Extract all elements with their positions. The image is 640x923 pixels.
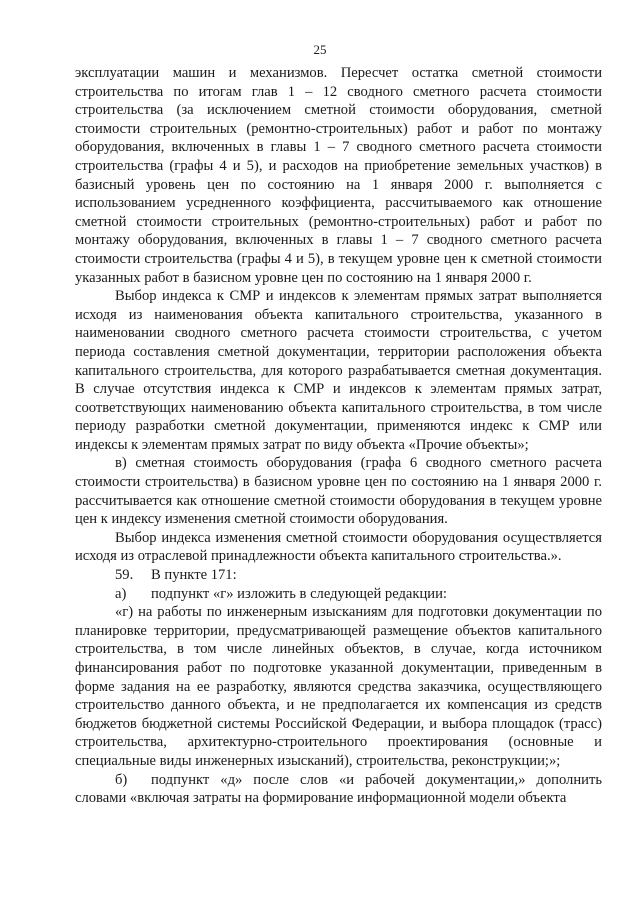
document-body bbox=[75, 64, 602, 808]
item-b-number: б) bbox=[115, 771, 128, 788]
item-59-number: 59. bbox=[115, 567, 134, 584]
item-a-number: а) bbox=[115, 585, 127, 602]
paragraph-equipment-cost: в) сметная стоимость оборудования (графа 6 сводного сметного расчета стоимости строительства) в базисном уровне цен по состоянию на 1 января 2000 г. рассчитывается как отношение сметной стоимости оборудования в текущем уровне цен к индексу изменения сметной стоимости оборудования. bbox=[75, 455, 602, 528]
paragraph-equipment-index: Выбор индекса изменения сметной стоимости оборудования осуществляется исходя из отраслевой принадлежности объекта капитального строительства.». bbox=[75, 529, 602, 565]
page-number: 25 bbox=[313, 42, 327, 57]
paragraph-recalculation: эксплуатации машин и механизмов. Пересчет остатка сметной стоимости строительства по итогам глав 1 – 12 сводного сметного расчета стоимости строительства (за исключением сметной стоимости оборудования, сметной стоимости строительных (ремонтно-строительных) работ и работ по монтажу оборудования, включенных в главы 1 – 7 сводного сметного расчета стоимости строительства (графы 4 и 5), и расходов на приобретение земельных участков) в базисный уровень цен по состоянию на 1 января 2000 г. выполняется с использованием усредненного коэффициента, рассчитываемого как отношение сметной стоимости строительных (ремонтно-строительных) работ и работ по монтажу оборудования, включенных в главы 1 – 7 сводного сметного расчета стоимости строительства (графы 4 и 5), в текущем уровне цен к сметной стоимости указанных работ в базисном уровне цен по состоянию на 1 января 2000 г. bbox=[75, 65, 602, 286]
item-b bbox=[75, 771, 602, 808]
item-b-text: подпункт «д» после слов «и рабочей документации,» дополнить словами «включая затраты на формирование информационной модели объекта bbox=[75, 771, 602, 807]
item-59-text: В пункте 171: bbox=[151, 567, 237, 584]
item-59 bbox=[75, 566, 602, 585]
paragraph-subpoint-g: «г) на работы по инженерным изысканиям для подготовки документации по планировке территории, предусматривающей размещение объектов капитального строительства, в том числе линейных объектов, в случае, когда источником финансирования работ по подготовке указанной документации, приведенным в форме задания на ее разработку, являются средства заказчика, осуществляющего строительство данного объекта, и не предполагается их компенсация из средств бюджетов бюджетной системы Российской Федерации, и выбора площадок (трасс) строительства, архитектурно-строительного проектирования (основные и специальные виды инженерных изысканий), строительства, реконструкции;»; bbox=[75, 604, 602, 769]
item-a-text: подпункт «г» изложить в следующей редакции: bbox=[151, 585, 447, 602]
item-a bbox=[75, 585, 602, 604]
paragraph-index-selection: Выбор индекса к СМР и индексов к элементам прямых затрат выполняется исходя из наименования объекта капитального строительства, указанного в наименовании сводного сметного расчета стоимости строительства, с учетом периода составления сметной документации, территории расположения объекта капитального строительства, для которого разрабатывается сметная документация. В случае отсутствия индекса к СМР и индексов к элементам прямых затрат, соответствующих наименованию объекта капитального строительства, в том числе периоду разработки сметной документации, применяются индекс к СМР или индексы к элементам прямых затрат по виду объекта «Прочие объекты»; bbox=[75, 288, 602, 453]
